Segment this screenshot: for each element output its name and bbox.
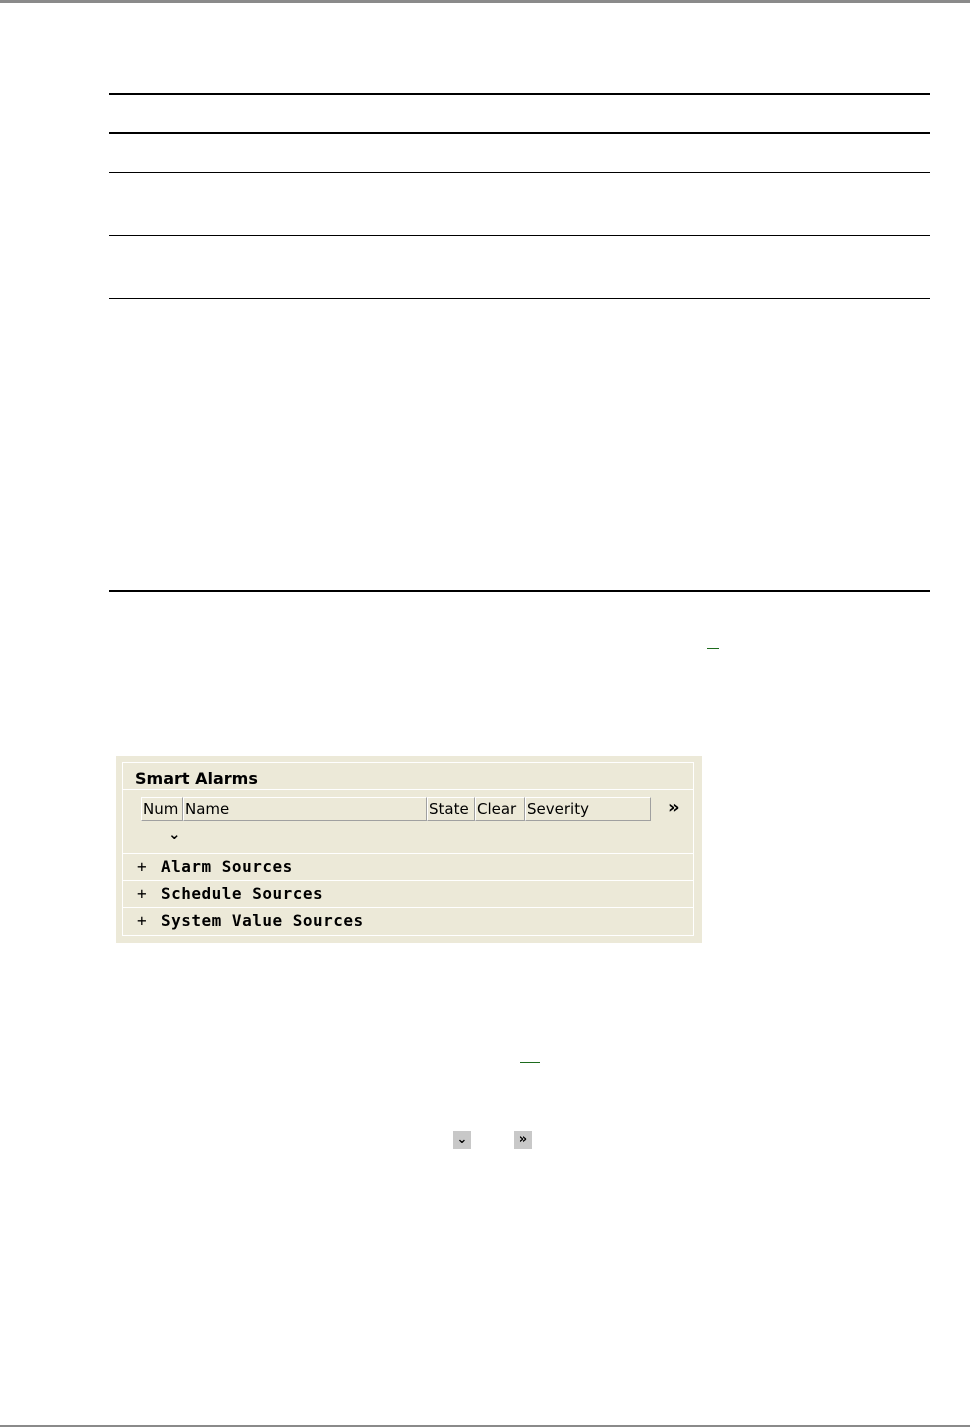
expand-columns-icon[interactable]: » xyxy=(668,797,680,818)
source-label: Schedule Sources xyxy=(161,884,324,903)
smart-alarms-panel xyxy=(116,756,702,943)
expand-right-inline-icon: » xyxy=(514,1131,532,1149)
panel-title: Smart Alarms xyxy=(135,769,258,788)
source-row-system-value[interactable] xyxy=(123,908,693,935)
source-label: Alarm Sources xyxy=(161,857,293,876)
table-row-rule xyxy=(109,172,930,173)
expand-plus-icon[interactable]: + xyxy=(137,911,148,930)
column-header-clear[interactable]: Clear xyxy=(475,797,525,821)
alarm-table-row xyxy=(123,790,693,854)
column-header-state[interactable]: State xyxy=(427,797,475,821)
source-row-alarm[interactable] xyxy=(123,854,693,881)
alarm-table-header xyxy=(141,797,653,821)
table-header-rule xyxy=(109,132,930,134)
page-bottom-border xyxy=(0,1425,970,1427)
column-header-num[interactable]: Num xyxy=(141,797,183,821)
expand-down-inline-icon: ⌄ xyxy=(453,1131,471,1149)
source-row-content xyxy=(137,908,364,934)
source-row-schedule[interactable] xyxy=(123,881,693,908)
expand-rows-icon[interactable]: ⌄ xyxy=(168,825,181,843)
column-header-name[interactable]: Name xyxy=(183,797,427,821)
table-top-rule xyxy=(109,93,930,95)
smart-alarms-frame xyxy=(122,762,694,936)
source-row-content xyxy=(137,854,293,880)
table-row-rule xyxy=(109,235,930,236)
source-row-content xyxy=(137,881,323,907)
footnote-link[interactable] xyxy=(707,648,719,649)
table-row-rule xyxy=(109,298,930,299)
table-bottom-rule xyxy=(109,590,930,592)
footnote-link[interactable] xyxy=(520,1062,540,1063)
page-top-border xyxy=(0,0,970,3)
panel-title-row xyxy=(123,763,693,790)
column-header-severity[interactable]: Severity xyxy=(525,797,651,821)
expand-plus-icon[interactable]: + xyxy=(137,884,148,903)
expand-plus-icon[interactable]: + xyxy=(137,857,148,876)
source-label: System Value Sources xyxy=(161,911,364,930)
